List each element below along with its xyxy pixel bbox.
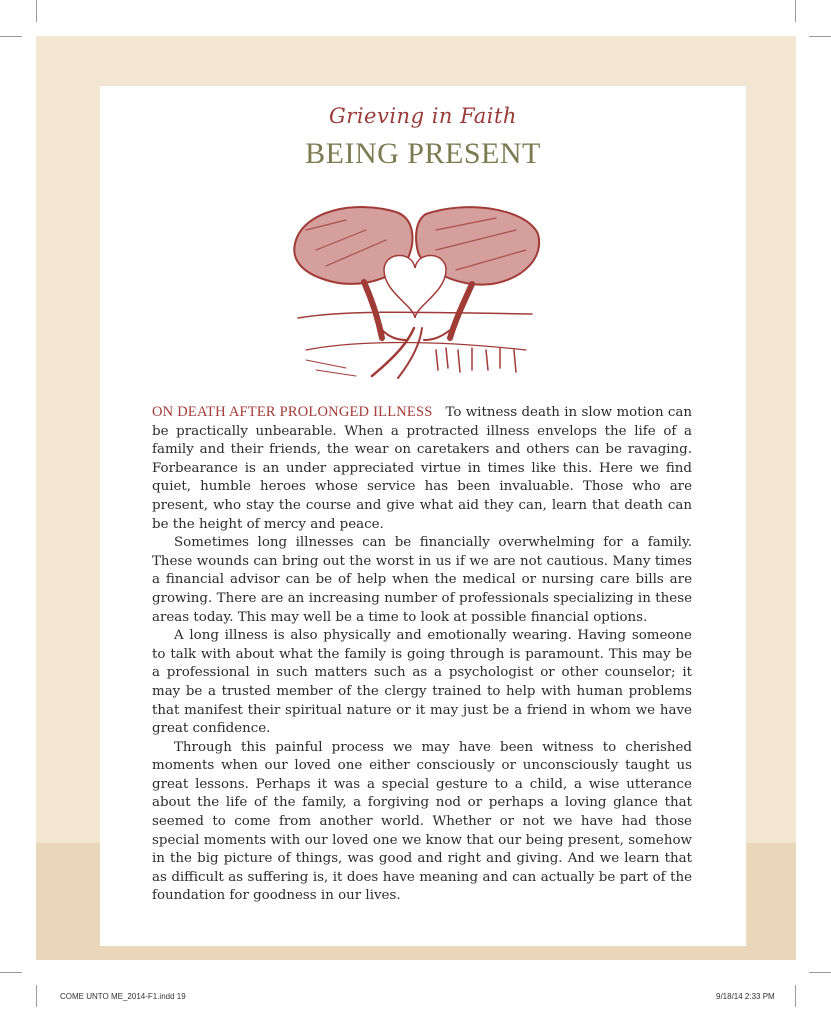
crop-mark-bottom-left-v <box>36 985 37 1007</box>
slug-datetime: 9/18/14 2:33 PM <box>716 992 775 1001</box>
page-title: BEING PRESENT <box>305 137 541 170</box>
paragraph-text: To witness death in slow motion can be practically unbearable. When a protracted illness envelops the life of a family and their friends, the wear on caretakers and others can be ravaging. Forbearance is an under appreciated virtue in times like this. Here we find quiet, humble heroes whose service has been invaluable. Those who are present, who stay the course and give what aid they can, learn that death can be the height of mercy and peace. <box>152 405 692 532</box>
article-paragraph: Sometimes long illnesses can be financially overwhelming for a family. These wounds can bring out the worst in us if we are not cautious. Many times a financial advisor can be of help when the medical or nursing care bills are growing. There are an increasing number of professionals specializing in these areas today. This may well be a time to look at possible financial options. <box>152 535 692 625</box>
article-paragraph: A long illness is also physically and emotionally wearing. Having someone to talk with about what the family is going through is paramount. This may be a professional in such matters such as a psychologist or other counselor; it may be a trusted member of the clergy trained to help with human problems that manifest their spiritual nature or it may just be a friend in whom we have great confidence. <box>152 628 692 737</box>
lead-in-heading: ON DEATH AFTER PROLONGED ILLNESS <box>152 404 433 420</box>
script-title: Grieving in Faith <box>329 104 517 128</box>
article-paragraph: Through this painful process we may have been witness to cherished moments when our loved one either consciously or unconsciously taught us great lessons. Perhaps it was a special gesture to a child, a wise utterance about the life of the family, a forgiving nod or perhaps a loving glance that seemed to come from another world. Whether or not we have had those special moments with our loved one we know that our being present, somehow in the big picture of things, was good and right and giving. And we learn that as difficult as suffering is, it does have meaning and can actually be part of the foundation for goodness in our lives. <box>152 739 692 904</box>
article-body <box>152 403 692 906</box>
crop-mark-bottom-right-h <box>809 972 831 973</box>
crop-mark-top-left-v <box>36 0 37 22</box>
slug-file: COME UNTO ME_2014-F1.indd 19 <box>60 992 186 1001</box>
crop-mark-top-left-h <box>0 36 22 37</box>
crop-mark-top-right-v <box>795 0 796 22</box>
heart-shaped-trees-icon <box>286 200 544 382</box>
article-paragraph <box>152 403 692 534</box>
crop-mark-top-right-h <box>809 36 831 37</box>
crop-mark-bottom-right-v <box>795 985 796 1007</box>
crop-mark-bottom-left-h <box>0 972 22 973</box>
